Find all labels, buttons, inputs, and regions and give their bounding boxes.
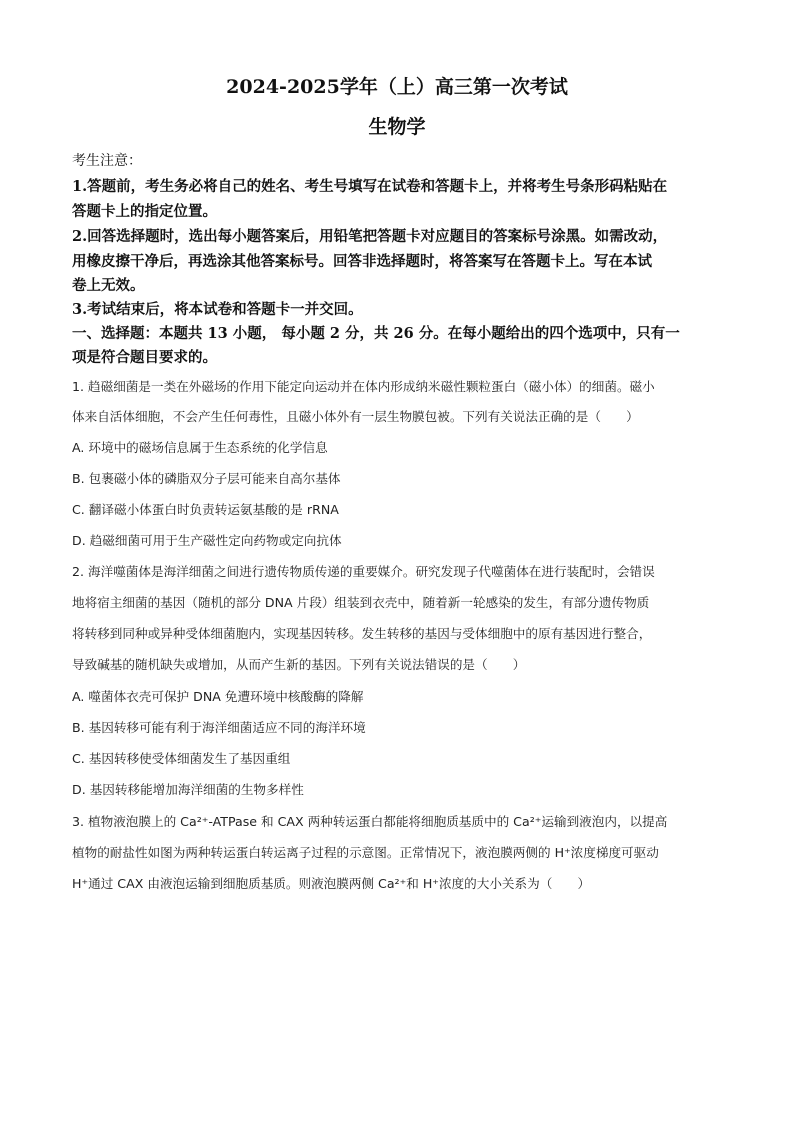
question-2-text: 将转移到同种或异种受体细菌胞内，实现基因转移。发生转移的基因与受体细胞中的原有基因进行整合，	[72, 626, 652, 641]
question-3-text: 植物的耐盐性如图为两种转运蛋白转运离子过程的示意图。正常情况下，液泡膜两侧的 H⁺浓度梯度可驱动	[72, 845, 659, 860]
notice-line: 2.回答选择题时，选出每小题答案后，用铅笔把答题卡对应题目的答案标号涂黑。如需改动，	[72, 228, 668, 245]
question-2-text: 地将宿主细菌的基因（随机的部分 DNA 片段）组装到衣壳中，随着新一轮感染的发生，有部分遗传物质	[72, 595, 650, 610]
question-1-option-a: A. 环境中的磁场信息属于生态系统的化学信息	[72, 440, 328, 455]
question-3-text: 3. 植物液泡膜上的 Ca²⁺-ATPase 和 CAX 两种转运蛋白都能将细胞质基质中的 Ca²⁺运输到液泡内，以提高	[72, 814, 668, 829]
notice-line: 用橡皮擦干净后，再选涂其他答案标号。回答非选择题时，将答案写在答题卡上。写在本试	[72, 253, 652, 270]
question-3-text: H⁺通过 CAX 由液泡运输到细胞质基质。则液泡膜两侧 Ca²⁺和 H⁺浓度的大小关系为（ ）	[72, 876, 591, 891]
subject-title: 生物学	[368, 116, 426, 138]
notice-line: 答题卡上的指定位置。	[72, 203, 217, 220]
question-2-text: 2. 海洋噬菌体是海洋细菌之间进行遗传物质传递的重要媒介。研究发现子代噬菌体在进行装配时，会错误	[72, 564, 655, 579]
notice-line: 1.答题前，考生务必将自己的姓名、考生号填写在试卷和答题卡上，并将考生号条形码粘贴在	[72, 178, 668, 195]
notice-line: 卷上无效。	[72, 277, 145, 294]
question-1-text: 体来自活体细胞，不会产生任何毒性，且磁小体外有一层生物膜包被。下列有关说法正确的是（ ）	[72, 409, 639, 424]
question-1-option-d: D. 趋磁细菌可用于生产磁性定向药物或定向抗体	[72, 533, 342, 548]
question-2-text: 导致碱基的随机缺失或增加，从而产生新的基因。下列有关说法错误的是（ ）	[72, 657, 526, 672]
question-1-option-c: C. 翻译磁小体蛋白时负责转运氨基酸的是 rRNA	[72, 502, 339, 517]
question-1-option-b: B. 包裹磁小体的磷脂双分子层可能来自高尔基体	[72, 471, 341, 486]
question-2-option-b: B. 基因转移可能有利于海洋细菌适应不同的海洋环境	[72, 720, 366, 735]
question-2-option-d: D. 基因转移能增加海洋细菌的生物多样性	[72, 782, 304, 797]
question-2-option-c: C. 基因转移使受体细菌发生了基因重组	[72, 751, 291, 766]
question-1-text: 1. 趋磁细菌是一类在外磁场的作用下能定向运动并在体内形成纳米磁性颗粒蛋白（磁小体）的细菌。磁小	[72, 379, 655, 394]
notice-line: 3.考试结束后，将本试卷和答题卡一并交回。	[72, 301, 363, 318]
section-heading-cont: 项是符合题目要求的。	[72, 349, 217, 366]
section-heading: 一、选择题：本题共 13 小题， 每小题 2 分，共 26 分。在每小题给出的四个选项中，只有一	[72, 325, 680, 342]
question-2-option-a: A. 噬菌体衣壳可保护 DNA 免遭环境中核酸酶的降解	[72, 689, 364, 704]
exam-title: 2024-2025学年（上）高三第一次考试	[226, 76, 568, 98]
notice-heading: 考生注意：	[72, 153, 142, 169]
